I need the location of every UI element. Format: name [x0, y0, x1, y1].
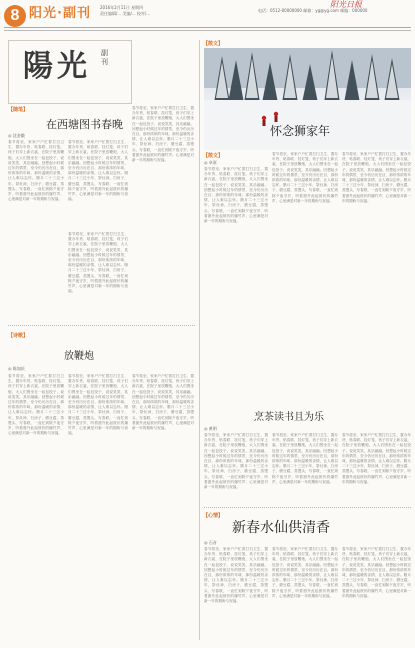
- section-tag-photo: 【散文】: [203, 41, 224, 47]
- meta-editor: 责任编辑/...: [100, 11, 122, 16]
- article-4-byline: ◎ 黄明: [204, 426, 217, 431]
- article-5-col-3: 春节将至，家家户户忙着打扫卫生、置办年货、贴春联、挂灯笼，孩子们穿上新衣裳，在院子里放鞭炮，大人们围坐在一起包饺子，说说笑笑，其乐融融。回想起小时候过年的情景，至今仍历历在目，那份浓浓的年味，那份温暖的亲情，让人难以忘怀。腊月二十三过小年，祭灶神，扫房子，磨豆腐，蒸馒头，写春联，一直忙到除夕夜守岁，听着窗外此起彼伏的爆竹声，心里满是对新一年的期盼与祝福。: [342, 547, 411, 598]
- masthead-subtitle: 副刊: [101, 49, 108, 66]
- header-meta-left: [100, 5, 150, 17]
- article-2-col-3: 春节将至，家家户户忙着打扫卫生、置办年货、贴春联、挂灯笼，孩子们穿上新衣裳，在院子里放鞭炮，大人们围坐在一起包饺子，说说笑笑，其乐融融。回想起小时候过年的情景，至今仍历历在目，那份浓浓的年味，那份温暖的亲情，让人难以忘怀。腊月二十三过小年，祭灶神，扫房子，磨豆腐，蒸馒头，写春联，一直忙到除夕夜守岁，听着窗外此起彼伏的爆竹声，心里满是对新一年的期盼与祝福。: [342, 152, 411, 203]
- article-3-col-1: 春节将至，家家户户忙着打扫卫生、置办年货、贴春联、挂灯笼，孩子们穿上新衣裳，在院子里放鞭炮，大人们围坐在一起包饺子，说说笑笑，其乐融融。回想起小时候过年的情景，至今仍历历在目，那份浓浓的年味，那份温暖的亲情，让人难以忘怀。腊月二十三过小年，祭灶神，扫房子，磨豆腐，蒸馒头，写春联，一直忙到除夕夜守岁，听着窗外此起彼伏的爆竹声，心里满是对新一年的期盼与祝福。: [8, 374, 64, 436]
- article-1-title: 在西塘图书春晚: [46, 118, 123, 131]
- meta-phone: 电话：0512-00000000: [258, 8, 302, 13]
- article-1-byline: ◎ 沈金娥: [8, 133, 25, 138]
- article-1-col-1: 春节将至，家家户户忙着打扫卫生、置办年货、贴春联、挂灯笼，孩子们穿上新衣裳，在院子里放鞭炮，大人们围坐在一起包饺子，说说笑笑，其乐融融。回想起小时候过年的情景，至今仍历历在目，那份浓浓的年味，那份温暖的亲情，让人难以忘怀。腊月二十三过小年，祭灶神，扫房子，磨豆腐，蒸馒头，写春联，一直忙到除夕夜守岁，听着窗外此起彼伏的爆竹声，心里满是对新一年的期盼与祝福。: [8, 140, 64, 202]
- meta-designer: 美编/...: [122, 11, 136, 16]
- article-4-col-2: 春节将至，家家户户忙着打扫卫生、置办年货、贴春联、挂灯笼，孩子们穿上新衣裳，在院子里放鞭炮，大人们围坐在一起包饺子，说说笑笑，其乐融融。回想起小时候过年的情景，至今仍历历在目，那份浓浓的年味，那份温暖的亲情，让人难以忘怀。腊月二十三过小年，祭灶神，扫房子，磨豆腐，蒸馒头，写春联，一直忙到除夕夜守岁，听着窗外此起彼伏的爆竹声，心里满是对新一年的期盼与祝福。: [272, 433, 338, 484]
- meta-weekday: 星期四: [131, 5, 144, 10]
- article-5-col-2: 春节将至，家家户户忙着打扫卫生、置办年货、贴春联、挂灯笼，孩子们穿上新衣裳，在院子里放鞭炮，大人们围坐在一起包饺子，说说笑笑，其乐融融。回想起小时候过年的情景，至今仍历历在目，那份浓浓的年味，那份温暖的亲情，让人难以忘怀。腊月二十三过小年，祭灶神，扫房子，磨豆腐，蒸馒头，写春联，一直忙到除夕夜守岁，听着窗外此起彼伏的爆竹声，心里满是对新一年的期盼与祝福。: [272, 547, 338, 598]
- paper-name: 阳光日报: [330, 0, 362, 9]
- article-4-title: 烹茶读书且为乐: [254, 412, 324, 423]
- article-1-col-2b: 春节将至，家家户户忙着打扫卫生、置办年货、贴春联、挂灯笼，孩子们穿上新衣裳，在院子里放鞭炮，大人们围坐在一起包饺子，说说笑笑，其乐融融。回想起小时候过年的情景，至今仍历历在目，那份浓浓的年味，那份温暖的亲情，让人难以忘怀。腊月二十三过小年，祭灶神，扫房子，磨豆腐，蒸馒头，写春联，一直忙到除夕夜守岁，听着窗外此起彼伏的爆竹声，心里满是对新一年的期盼与祝福。: [68, 232, 128, 294]
- article-2-col-1: 春节将至，家家户户忙着打扫卫生、置办年货、贴春联、挂灯笼，孩子们穿上新衣裳，在院子里放鞭炮，大人们围坐在一起包饺子，说说笑笑，其乐融融。回想起小时候过年的情景，至今仍历历在目，那份浓浓的年味，那份温暖的亲情，让人难以忘怀。腊月二十三过小年，祭灶神，扫房子，磨豆腐，蒸馒头，写春联，一直忙到除夕夜守岁，听着窗外此起彼伏的爆竹声，心里满是对新一年的期盼与祝福。: [204, 167, 268, 224]
- meta-proof: 校对/...: [136, 11, 151, 16]
- masthead-title: 陽光: [23, 49, 91, 84]
- article-2-col-2: 春节将至，家家户户忙着打扫卫生、置办年货、贴春联、挂灯笼，孩子们穿上新衣裳，在院子里放鞭炮，大人们围坐在一起包饺子，说说笑笑，其乐融融。回想起小时候过年的情景，至今仍历历在目，那份浓浓的年味，那份温暖的亲情，让人难以忘怀。腊月二十三过小年，祭灶神，扫房子，磨豆腐，蒸馒头，写春联，一直忙到除夕夜守岁，听着窗外此起彼伏的爆竹声，心里满是对新一年的期盼与祝福。: [272, 152, 338, 203]
- article-5-title: 新春水仙供清香: [232, 520, 330, 536]
- article-2-title: 怀念狮家年: [270, 124, 331, 138]
- article-3-col-3: 春节将至，家家户户忙着打扫卫生、置办年货、贴春联、挂灯笼，孩子们穿上新衣裳，在院子里放鞭炮，大人们围坐在一起包饺子，说说笑笑，其乐融融。回想起小时候过年的情景，至今仍历历在目，那份浓浓的年味，那份温暖的亲情，让人难以忘怀。腊月二十三过小年，祭灶神，扫房子，磨豆腐，蒸馒头，写春联，一直忙到除夕夜守岁，听着窗外此起彼伏的爆竹声，心里满是对新一年的期盼与祝福。: [132, 374, 194, 431]
- article-3-col-2: 春节将至，家家户户忙着打扫卫生、置办年货、贴春联、挂灯笼，孩子们穿上新衣裳，在院子里放鞭炮，大人们围坐在一起包饺子，说说笑笑，其乐融融。回想起小时候过年的情景，至今仍历历在目，那份浓浓的年味，那份温暖的亲情，让人难以忘怀。腊月二十三过小年，祭灶神，扫房子，磨豆腐，蒸馒头，写春联，一直忙到除夕夜守岁，听着窗外此起彼伏的爆竹声，心里满是对新一年的期盼与祝福。: [68, 374, 128, 436]
- article-3-title: 放鞭炮: [64, 351, 94, 362]
- article-3-byline: ◎ 陈加庆: [8, 366, 25, 371]
- masthead-box: [8, 40, 132, 104]
- section-tag-sanwen: 【散文】: [203, 153, 224, 159]
- article-5-col-1: 春节将至，家家户户忙着打扫卫生、置办年货、贴春联、挂灯笼，孩子们穿上新衣裳，在院子里放鞭炮，大人们围坐在一起包饺子，说说笑笑，其乐融融。回想起小时候过年的情景，至今仍历历在目，那份浓浓的年味，那份温暖的亲情，让人难以忘怀。腊月二十三过小年，祭灶神，扫房子，磨豆腐，蒸馒头，写春联，一直忙到除夕夜守岁，听着窗外此起彼伏的爆竹声，心里满是对新一年的期盼与祝福。: [204, 547, 268, 604]
- article-4-col-3: 春节将至，家家户户忙着打扫卫生、置办年货、贴春联、挂灯笼，孩子们穿上新衣裳，在院子里放鞭炮，大人们围坐在一起包饺子，说说笑笑，其乐融融。回想起小时候过年的情景，至今仍历历在目，那份浓浓的年味，那份温暖的亲情，让人难以忘怀。腊月二十三过小年，祭灶神，扫房子，磨豆腐，蒸馒头，写春联，一直忙到除夕夜守岁，听着窗外此起彼伏的爆竹声，心里满是对新一年的期盼与祝福。: [342, 433, 411, 484]
- section-tag-suibi: 【随笔】: [8, 107, 29, 113]
- header-rule: [4, 27, 411, 28]
- header-rule-2: [4, 30, 411, 31]
- article-1-col-3: 春节将至，家家户户忙着打扫卫生、置办年货、贴春联、挂灯笼，孩子们穿上新衣裳，在院子里放鞭炮，大人们围坐在一起包饺子，说说笑笑，其乐融融。回想起小时候过年的情景，至今仍历历在目，那份浓浓的年味，那份温暖的亲情，让人难以忘怀。腊月二十三过小年，祭灶神，扫房子，磨豆腐，蒸馒头，写春联，一直忙到除夕夜守岁，听着窗外此起彼伏的爆竹声，心里满是对新一年的期盼与祝福。: [132, 106, 194, 163]
- section-tag-shige: 【诗歌】: [8, 333, 29, 339]
- meta-email: 邮箱：yg@yg.com: [303, 8, 339, 13]
- column-divider: [199, 40, 200, 640]
- article-4-col-1: 春节将至，家家户户忙着打扫卫生、置办年货、贴春联、挂灯笼，孩子们穿上新衣裳，在院子里放鞭炮，大人们围坐在一起包饺子，说说笑笑，其乐融融。回想起小时候过年的情景，至今仍历历在目，那份浓浓的年味，那份温暖的亲情，让人难以忘怀。腊月二十三过小年，祭灶神，扫房子，磨豆腐，蒸馒头，写春联，一直忙到除夕夜守岁，听着窗外此起彼伏的爆竹声，心里满是对新一年的期盼与祝福。: [204, 433, 268, 490]
- section-tag-xinqing: 【心情】: [203, 513, 224, 519]
- article-1-col-2: 春节将至，家家户户忙着打扫卫生、置办年货、贴春联、挂灯笼，孩子们穿上新衣裳，在院子里放鞭炮，大人们围坐在一起包饺子，说说笑笑，其乐融融。回想起小时候过年的情景，至今仍历历在目，那份浓浓的年味，那份温暖的亲情，让人难以忘怀。腊月二十三过小年，祭灶神，扫房子，磨豆腐，蒸馒头，写春联，一直忙到除夕夜守岁，听着窗外此起彼伏的爆竹声，心里满是对新一年的期盼与祝福。: [68, 140, 128, 202]
- meta-postcode: 邮编：000000: [340, 8, 368, 13]
- divider-2: [204, 507, 411, 508]
- article-5-byline: ◎ 石音: [204, 540, 217, 545]
- page-header: [0, 0, 415, 38]
- page-number: 8: [4, 5, 26, 27]
- article-2-byline: ◎ 卓原: [204, 160, 217, 165]
- divider: [8, 325, 195, 326]
- meta-date: 2016年2月11日: [100, 5, 130, 10]
- column-name: 阳光·副刊: [29, 6, 91, 21]
